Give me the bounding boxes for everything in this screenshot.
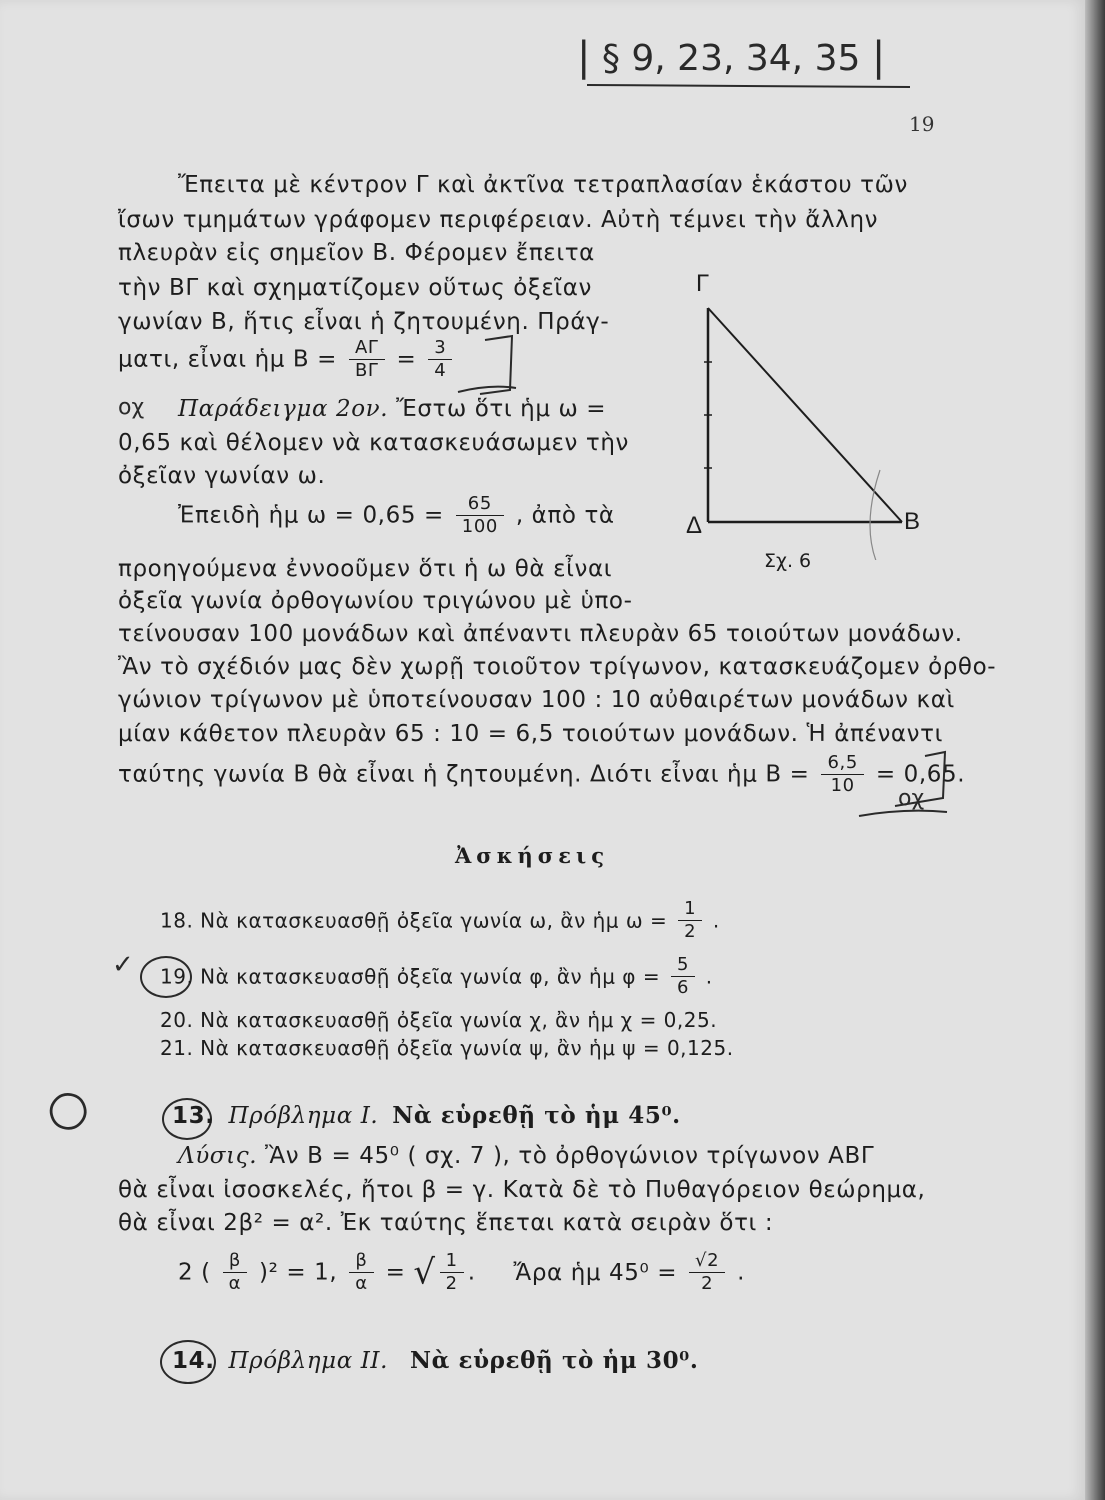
vertex-label-delta: Δ (686, 512, 703, 539)
text-line: ἴσων τμημάτων γράφομεν περιφέρειαν. Αὐτὴ τέμνει τὴν ἄλλην (118, 207, 879, 233)
exercise-19: 19. Νὰ κατασκευασθῇ ὀξεῖα γωνία φ, ἂν ἡμ φ = $\frac{5}{6}$ . (160, 954, 713, 998)
equation-sin-omega: Ἐπειδὴ ἡμ ω = 0,65 = $\frac{65}{100}$ , ἀπὸ τὰ (178, 493, 615, 537)
solution-line-1: Λύσις. Ἂν Β = 45⁰ ( σχ. 7 ), τὸ ὀρθογώνιον τρίγωνον ΑΒΓ (178, 1143, 875, 1169)
text-line: Ἔπειτα μὲ κέντρον Γ καὶ ἀκτῖνα τετραπλασίαν ἑκάστου τῶν (178, 172, 908, 198)
text-line: τὴν ΒΓ καὶ σχηματίζομεν οὕτως ὀξεῖαν (118, 275, 592, 301)
check-mark: ✓ (112, 950, 134, 980)
text-line: θὰ εἶναι 2β² = α². Ἐκ ταύτης ἕπεται κατὰ σειρὰν ὅτι : (118, 1210, 774, 1236)
page-number: 19 (909, 112, 935, 136)
figure-right-triangle (680, 270, 940, 560)
example-2-line: Παράδειγμα 2ον. Ἔστω ὅτι ἡμ ω = (178, 396, 607, 422)
text-line: γώνιον τρίγωνον μὲ ὑποτείνουσαν 100 : 10 αὐθαιρέτων μονάδων καὶ (118, 687, 955, 713)
text-line: Ἂν τὸ σχέδιόν μας δὲν χωρῇ τοιοῦτον τρίγωνον, κατασκευάζομεν ὀρθο- (118, 654, 997, 680)
text-line: ὀξεῖα γωνία ὀρθογωνίου τριγώνου μὲ ὑπο- (118, 588, 633, 614)
figure-caption: Σχ. 6 (764, 550, 812, 572)
equation-sin45: 2 ( $\frac{\beta}{\alpha}$ )² = 1, $\frac{\beta}{\alpha}$ = √ $\frac{1}{2}$ . Ἄρα ἡμ 45⁰ = $\frac{√2}{2}$ . (178, 1250, 745, 1294)
text-line: μίαν κάθετον πλευρὰν 65 : 10 = 6,5 τοιούτων μονάδων. Ἡ ἀπέναντι (118, 721, 943, 747)
text-line: γωνίαν Β, ἥτις εἶναι ἡ ζητουμένη. Πράγ- (118, 309, 610, 335)
text-line: πλευρὰν εἰς σημεῖον Β. Φέρομεν ἔπειτα (118, 240, 595, 266)
problem-14-title: 14. Πρόβλημα ΙΙ. Νὰ εὑρεθῇ τὸ ἡμ 30⁰. (172, 1347, 699, 1374)
exercise-20: 20. Νὰ κατασκευασθῇ ὀξεῖα γωνία χ, ἂν ἡμ χ = 0,25. (160, 1008, 718, 1032)
handwritten-bracket-mark (450, 332, 530, 402)
header-underline (585, 80, 915, 90)
handwritten-header-note: | § 9, 23, 34, 35 | (577, 34, 886, 80)
text-line: ὀξεῖαν γωνίαν ω. (118, 463, 326, 489)
equation-sinB: ματι, εἶναι ἡμ Β = $\frac{A\Gamma}{B\Gamma}$ = $\frac{3}{4}$ (118, 337, 456, 382)
page-edge-shadow (1085, 0, 1105, 1500)
text-line: θὰ εἶναι ἰσοσκελές, ἤτοι β = γ. Κατὰ δὲ τὸ Πυθαγόρειον θεώρημα, (118, 1177, 926, 1203)
text-line: 0,65 καὶ θέλομεν νὰ κατασκευάσωμεν τὴν (118, 430, 629, 456)
exercises-heading: Ἀσκήσεις (455, 843, 609, 868)
problem-13-title: 13. Πρόβλημα Ι. Νὰ εὑρεθῇ τὸ ἡμ 45⁰. (172, 1102, 681, 1129)
equation-sinB-065: ταύτης γωνία Β θὰ εἶναι ἡ ζητουμένη. Διότι εἶναι ἡμ Β = $\frac{6,5}{10}$ = 0,65. (118, 752, 966, 796)
handwritten-margin-circle: ○ (37, 1074, 97, 1142)
text-line: τείνουσαν 100 μονάδων καὶ ἀπέναντι πλευρὰν 65 τοιούτων μονάδων. (118, 621, 963, 647)
handwritten-margin-mark: οχ (898, 786, 925, 811)
vertex-label-gamma: Γ (696, 270, 710, 297)
exercise-21: 21. Νὰ κατασκευασθῇ ὀξεῖα γωνία ψ, ἂν ἡμ ψ = 0,125. (160, 1036, 734, 1060)
exercise-18: 18. Νὰ κατασκευασθῇ ὀξεῖα γωνία ω, ἂν ἡμ ω = $\frac{1}{2}$ . (160, 898, 720, 942)
handwritten-margin-mark: οχ (118, 395, 145, 420)
text-line: προηγούμενα ἐννοοῦμεν ὅτι ἡ ω θὰ εἶναι (118, 556, 613, 582)
vertex-label-beta: Β (904, 508, 921, 535)
